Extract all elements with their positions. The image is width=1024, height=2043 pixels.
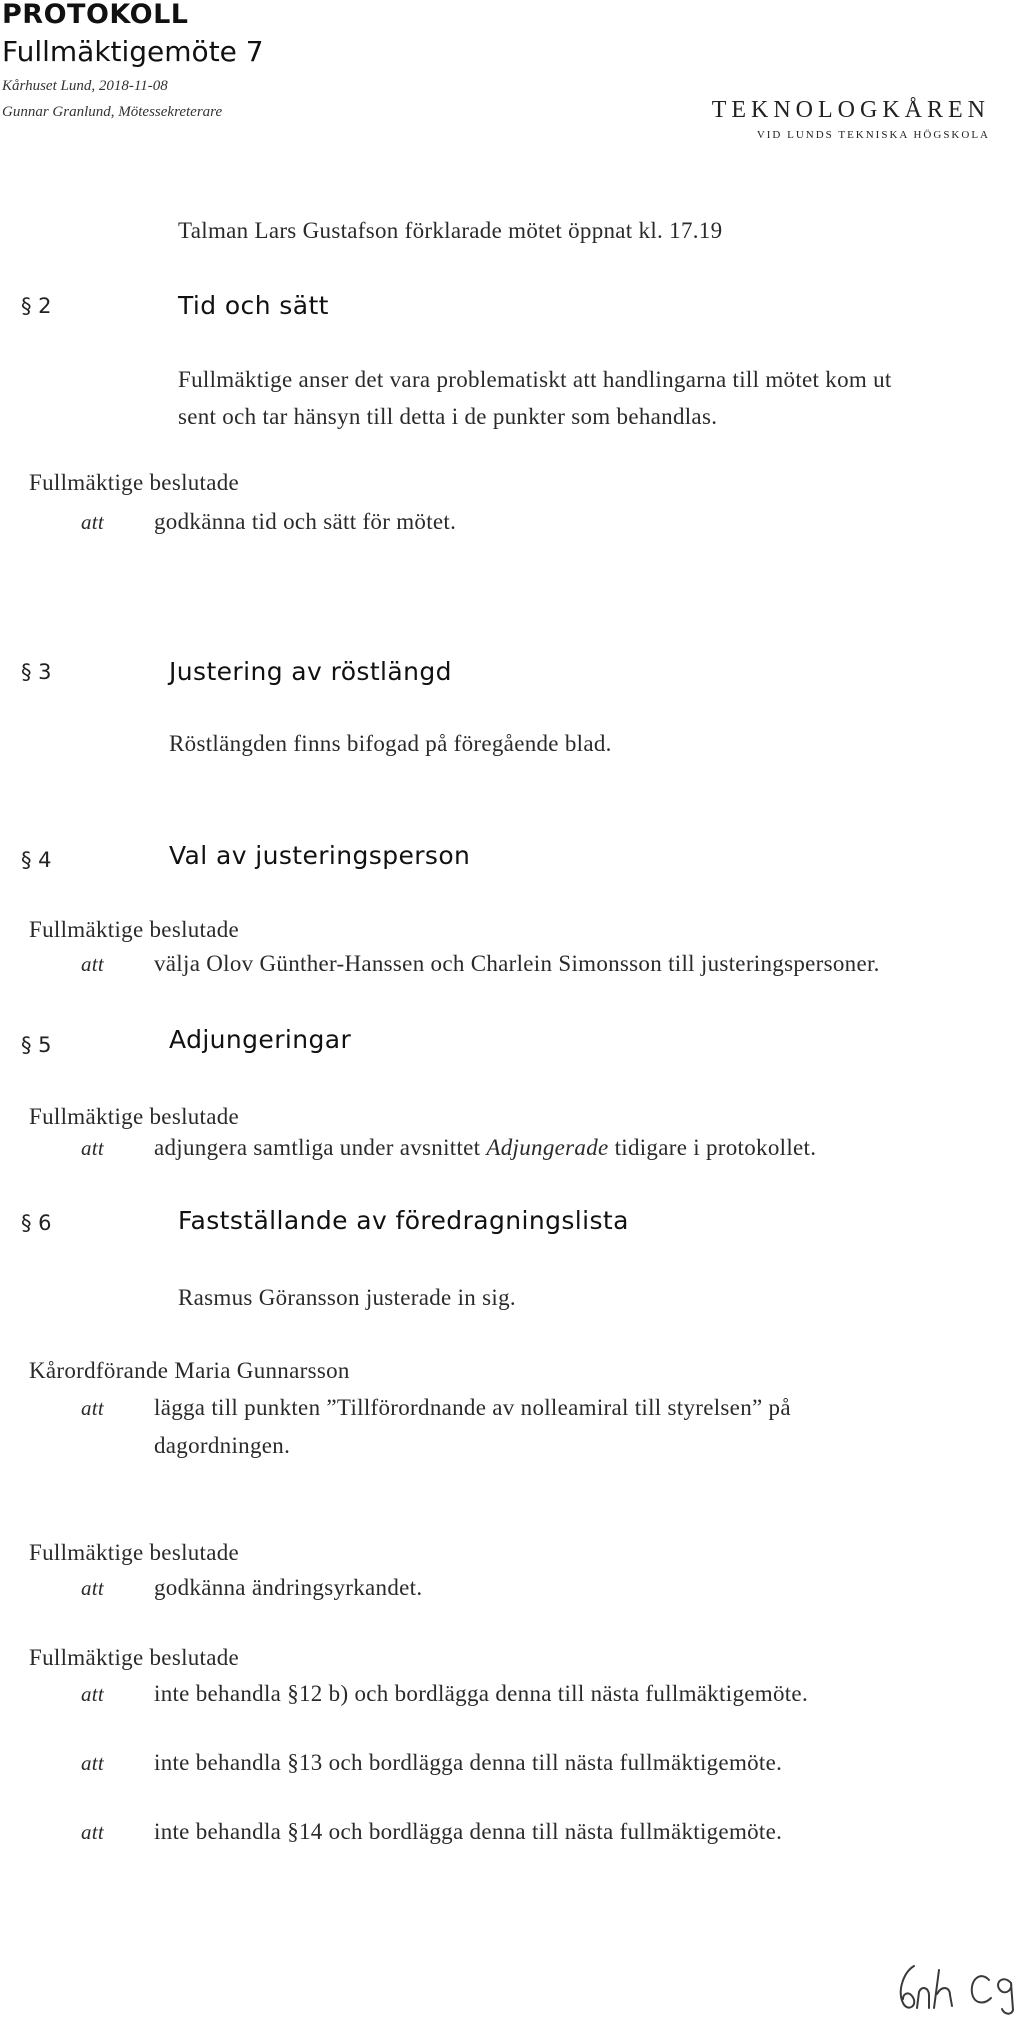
opening-statement: Talman Lars Gustafson förklarade mötet öppnat kl. 17.19 [178, 218, 723, 243]
section-number-5: § 5 [21, 1033, 52, 1057]
section-title-3: Justering av röstlängd [169, 657, 452, 686]
decision-lead: Fullmäktige beslutade [29, 917, 240, 942]
section-5-decision-end: tidigare i protokollet. [608, 1135, 817, 1160]
initial-stroke [972, 1976, 991, 2002]
meeting-title: Fullmäktigemöte 7 [2, 35, 264, 68]
section-6-note: Rasmus Göransson justerade in sig. [178, 1285, 516, 1310]
section-6-decision-2b: inte behandla §13 och bordlägga denna till nästa fullmäktigemöte. [154, 1750, 783, 1775]
section-2-text-line-1: Fullmäktige anser det vara problematiskt att handlingarna till mötet kom ut [178, 367, 892, 392]
decision-lead: Fullmäktige beslutade [29, 1104, 240, 1129]
decision-lead: Fullmäktige beslutade [29, 470, 240, 495]
initial-stroke [901, 1966, 914, 2008]
org-name: TEKNOLOGKÅREN [711, 97, 990, 123]
section-5-decision-italic: Adjungerade [486, 1135, 609, 1160]
att-label: att [81, 1820, 105, 1844]
att-label: att [81, 1136, 105, 1160]
section-6-motion-line-1: lägga till punkten ”Tillförordnande av nolleamiral till styrelsen” på [154, 1395, 791, 1420]
section-2-text-line-2: sent och tar hänsyn till detta i de punkter som behandlas. [178, 404, 718, 429]
decision-lead: Fullmäktige beslutade [29, 1645, 240, 1670]
att-label: att [81, 1396, 105, 1420]
section-number-4: § 4 [21, 848, 52, 872]
section-2-decision: godkänna tid och sätt för mötet. [154, 509, 457, 534]
section-3-text: Röstlängden finns bifogad på föregående blad. [169, 731, 612, 756]
org-subtitle: VID LUNDS TEKNISKA HÖGSKOLA [756, 129, 990, 141]
handwritten-initials-signature [892, 1958, 1020, 2020]
section-6-decision-2a: inte behandla §12 b) och bordlägga denna till nästa fullmäktigemöte. [154, 1681, 808, 1706]
att-label: att [81, 1682, 105, 1706]
initial-stroke [998, 1979, 1013, 2013]
section-6-motion-line-2: dagordningen. [154, 1433, 291, 1458]
section-number-3: § 3 [21, 660, 52, 684]
att-label: att [81, 510, 105, 534]
section-6-decision-1: godkänna ändringsyrkandet. [154, 1575, 423, 1600]
initial-stroke [917, 1988, 929, 2008]
secretary: Gunnar Granlund, Mötessekreterare [2, 104, 223, 120]
document-type: PROTOKOLL [2, 0, 189, 30]
section-6-decision-2c: inte behandla §14 och bordlägga denna till nästa fullmäktigemöte. [154, 1819, 783, 1844]
section-title-6: Fastställande av föredragningslista [178, 1206, 629, 1235]
section-title-4: Val av justeringsperson [169, 841, 471, 870]
att-label: att [81, 1576, 105, 1600]
section-4-decision: välja Olov Günther-Hanssen och Charlein Simonsson till justeringspersoner. [154, 951, 880, 976]
place-date: Kårhuset Lund, 2018-11-08 [2, 78, 168, 94]
att-label: att [81, 1751, 105, 1775]
section-5-decision-start: adjungera samtliga under avsnittet [154, 1135, 487, 1160]
section-number-6: § 6 [21, 1211, 52, 1235]
initial-stroke [937, 1988, 952, 2006]
initial-stroke [934, 1970, 939, 2008]
section-title-5: Adjungeringar [169, 1025, 352, 1054]
decision-lead: Fullmäktige beslutade [29, 1540, 240, 1565]
section-title-2: Tid och sätt [178, 291, 329, 320]
section-5-decision [154, 1135, 816, 1161]
section-number-2: § 2 [21, 294, 52, 318]
att-label: att [81, 952, 105, 976]
motion-lead: Kårordförande Maria Gunnarsson [29, 1358, 350, 1383]
